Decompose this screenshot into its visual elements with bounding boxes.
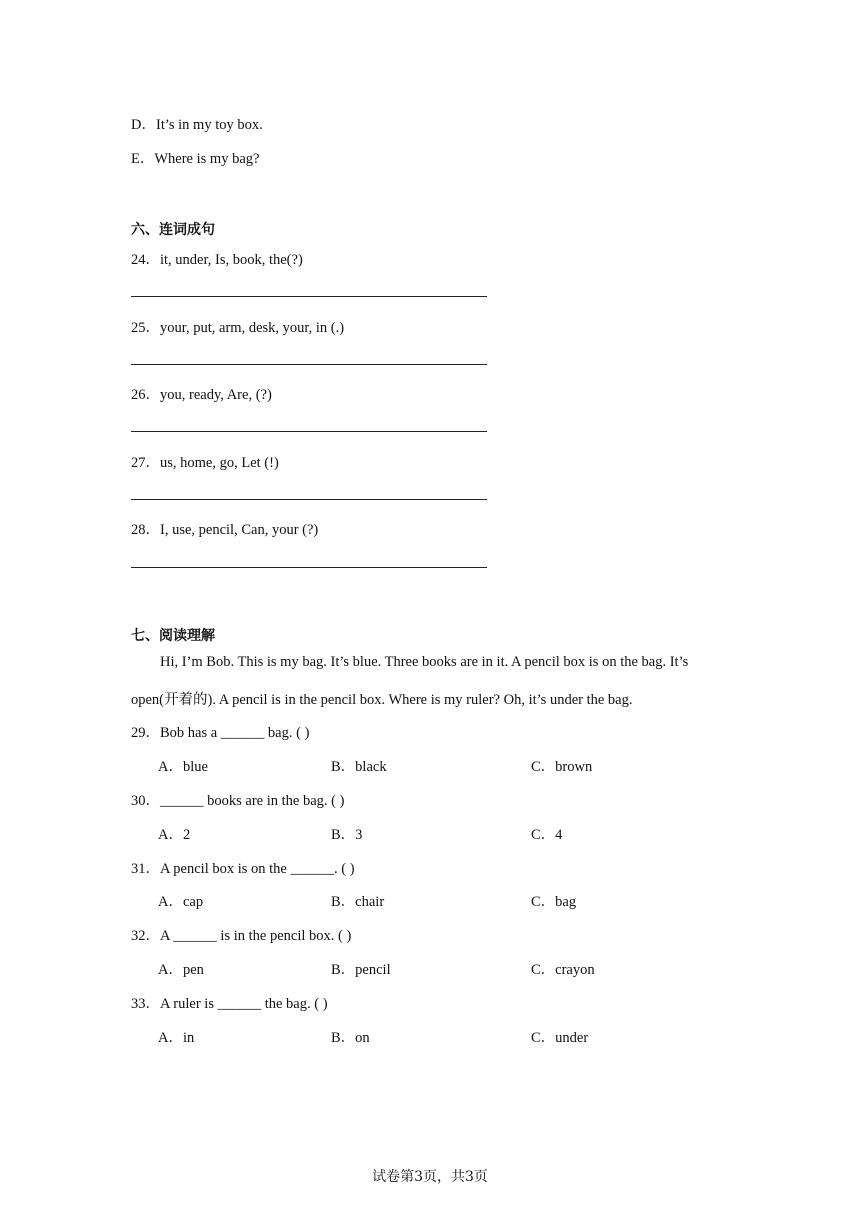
option-text: Where is my bag? xyxy=(154,151,260,167)
answer-line-28[interactable] xyxy=(131,567,487,568)
option-b[interactable]: B．3 xyxy=(331,827,363,843)
option-a[interactable]: A．blue xyxy=(158,759,208,775)
option-a[interactable]: A．pen xyxy=(158,962,204,978)
option-c[interactable]: C．under xyxy=(531,1030,589,1046)
question-33 xyxy=(131,992,328,1013)
answer-line-27[interactable] xyxy=(131,499,487,500)
question-number: 29． xyxy=(131,725,160,741)
question-text: us, home, go, Let (!) xyxy=(160,455,279,471)
question-24 xyxy=(131,248,303,269)
question-27 xyxy=(131,451,279,472)
question-32 xyxy=(131,924,351,945)
question-number: 28． xyxy=(131,522,160,538)
question-number: 32． xyxy=(131,928,160,944)
question-text: you, ready, Are, (?) xyxy=(160,387,272,403)
option-c[interactable]: C．bag xyxy=(531,894,577,910)
question-text: A pencil box is on the ______. ( ) xyxy=(160,861,355,877)
question-text: Bob has a ______ bag. ( ) xyxy=(160,725,310,741)
option-a[interactable]: A．in xyxy=(158,1030,195,1046)
option-a[interactable]: A．cap xyxy=(158,894,204,910)
question-number: 31． xyxy=(131,861,160,877)
page-footer: 试卷第3页，共3页 xyxy=(372,1169,488,1185)
question-number: 25． xyxy=(131,320,160,336)
question-number: 24． xyxy=(131,252,160,268)
section-7-title: 七、阅读理解 xyxy=(131,628,215,644)
question-25 xyxy=(131,316,344,337)
option-a[interactable]: A．2 xyxy=(158,827,191,843)
option-letter: D． xyxy=(131,117,156,133)
question-26 xyxy=(131,383,272,404)
question-number: 27． xyxy=(131,455,160,471)
answer-line-26[interactable] xyxy=(131,431,487,432)
question-text: ______ books are in the bag. ( ) xyxy=(160,793,345,809)
option-b[interactable]: B．on xyxy=(331,1030,370,1046)
question-text: A ruler is ______ the bag. ( ) xyxy=(160,996,328,1012)
passage-line-2: open(开着的). A pencil is in the pencil box. Where is my ruler? Oh, it’s under the bag. xyxy=(131,692,633,708)
option-c[interactable]: C．brown xyxy=(531,759,593,775)
section-6-title: 六、连词成句 xyxy=(131,222,215,238)
question-text: it, under, Is, book, the(?) xyxy=(160,252,303,268)
option-letter: E． xyxy=(131,151,155,167)
question-number: 33． xyxy=(131,996,160,1012)
question-29 xyxy=(131,721,309,742)
option-b[interactable]: B．chair xyxy=(331,894,385,910)
answer-line-25[interactable] xyxy=(131,364,487,365)
question-31 xyxy=(131,857,355,878)
question-28 xyxy=(131,518,318,539)
option-c[interactable]: C．4 xyxy=(531,827,563,843)
option-text: It’s in my toy box. xyxy=(155,117,263,133)
question-30 xyxy=(131,789,344,810)
option-b[interactable]: B．black xyxy=(331,759,387,775)
answer-line-24[interactable] xyxy=(131,296,487,297)
question-text: your, put, arm, desk, your, in (.) xyxy=(160,320,345,336)
question-text: A ______ is in the pencil box. ( ) xyxy=(160,928,352,944)
question-number: 30． xyxy=(131,793,160,809)
option-e xyxy=(131,147,259,168)
option-b[interactable]: B．pencil xyxy=(331,962,391,978)
question-number: 26． xyxy=(131,387,160,403)
option-d xyxy=(131,113,263,134)
question-text: I, use, pencil, Can, your (?) xyxy=(160,522,319,538)
option-c[interactable]: C．crayon xyxy=(531,962,595,978)
passage-line-1: Hi, I’m Bob. This is my bag. It’s blue. Three books are in it. A pencil box is on the bag. It’s xyxy=(160,654,689,670)
